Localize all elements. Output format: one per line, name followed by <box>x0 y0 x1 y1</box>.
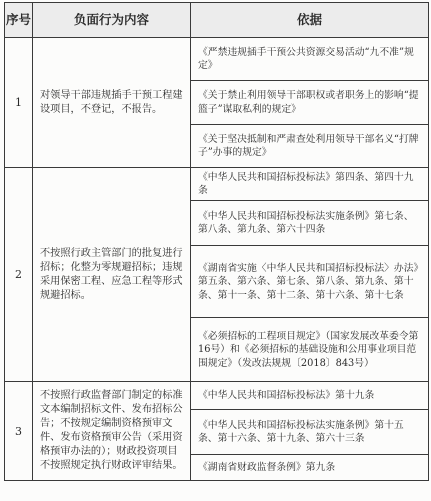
behavior-cell: 不按照行政监督部门制定的标准文本编制招标文件、发布招标公告；不按规定编制资格预审文件、发布资格预审公告（采用资格预审办法的）；财政投资项目不按照规定执行财政评审结果。 <box>33 382 191 481</box>
negative-behavior-table <box>4 2 429 481</box>
basis-cell: 《关于禁止利用领导干部职权或者职务上的影响“提篮子”谋取私利的规定》 <box>191 81 429 125</box>
basis-cell: 《湖南省实施〈中华人民共和国招标投标法〉办法》第五条、第六条、第七条、第八条、第九条、第十条、第十一条、第十二条、第十六条、第十七条 <box>191 246 429 318</box>
row-number: 3 <box>5 382 33 481</box>
basis-cell: 《必须招标的工程项目规定》（国家发展改革委令第16号）和《必须招标的基础设施和公用事业项目范围规定》（发改法规规〔2018〕843号） <box>191 318 429 382</box>
basis-cell: 《中华人民共和国招标投标法实施条例》第十五条、第十六条、第十九条、第六十三条 <box>191 410 429 455</box>
row-number: 1 <box>5 38 33 168</box>
table-row <box>5 382 429 410</box>
basis-cell: 《中华人民共和国招标投标法实施条例》第七条、第八条、第九条、第六十四条 <box>191 201 429 246</box>
table-row <box>5 38 429 81</box>
header-basis: 依据 <box>191 3 429 38</box>
behavior-cell: 对领导干部违规插手干预工程建设项目，不登记，不报告。 <box>33 38 191 168</box>
basis-cell: 《中华人民共和国招标投标法》第四条、第四十九条 <box>191 168 429 201</box>
table-header-row <box>5 3 429 38</box>
basis-cell: 《中华人民共和国招标投标法》第十九条 <box>191 382 429 410</box>
basis-cell: 《关于坚决抵制和严肃查处利用领导干部名义“打牌子”办事的规定》 <box>191 125 429 168</box>
basis-cell: 《湖南省财政监督条例》第九条 <box>191 455 429 481</box>
header-behavior: 负面行为内容 <box>33 3 191 38</box>
behavior-cell: 不按照行政主管部门的批复进行招标；化整为零规避招标；违规采用保密工程、应急工程等形式规避招标。 <box>33 168 191 382</box>
basis-cell: 《严禁违规插手干预公共资源交易活动“九不准”规定》 <box>191 38 429 81</box>
table-row <box>5 168 429 201</box>
row-number: 2 <box>5 168 33 382</box>
header-no: 序号 <box>5 3 33 38</box>
